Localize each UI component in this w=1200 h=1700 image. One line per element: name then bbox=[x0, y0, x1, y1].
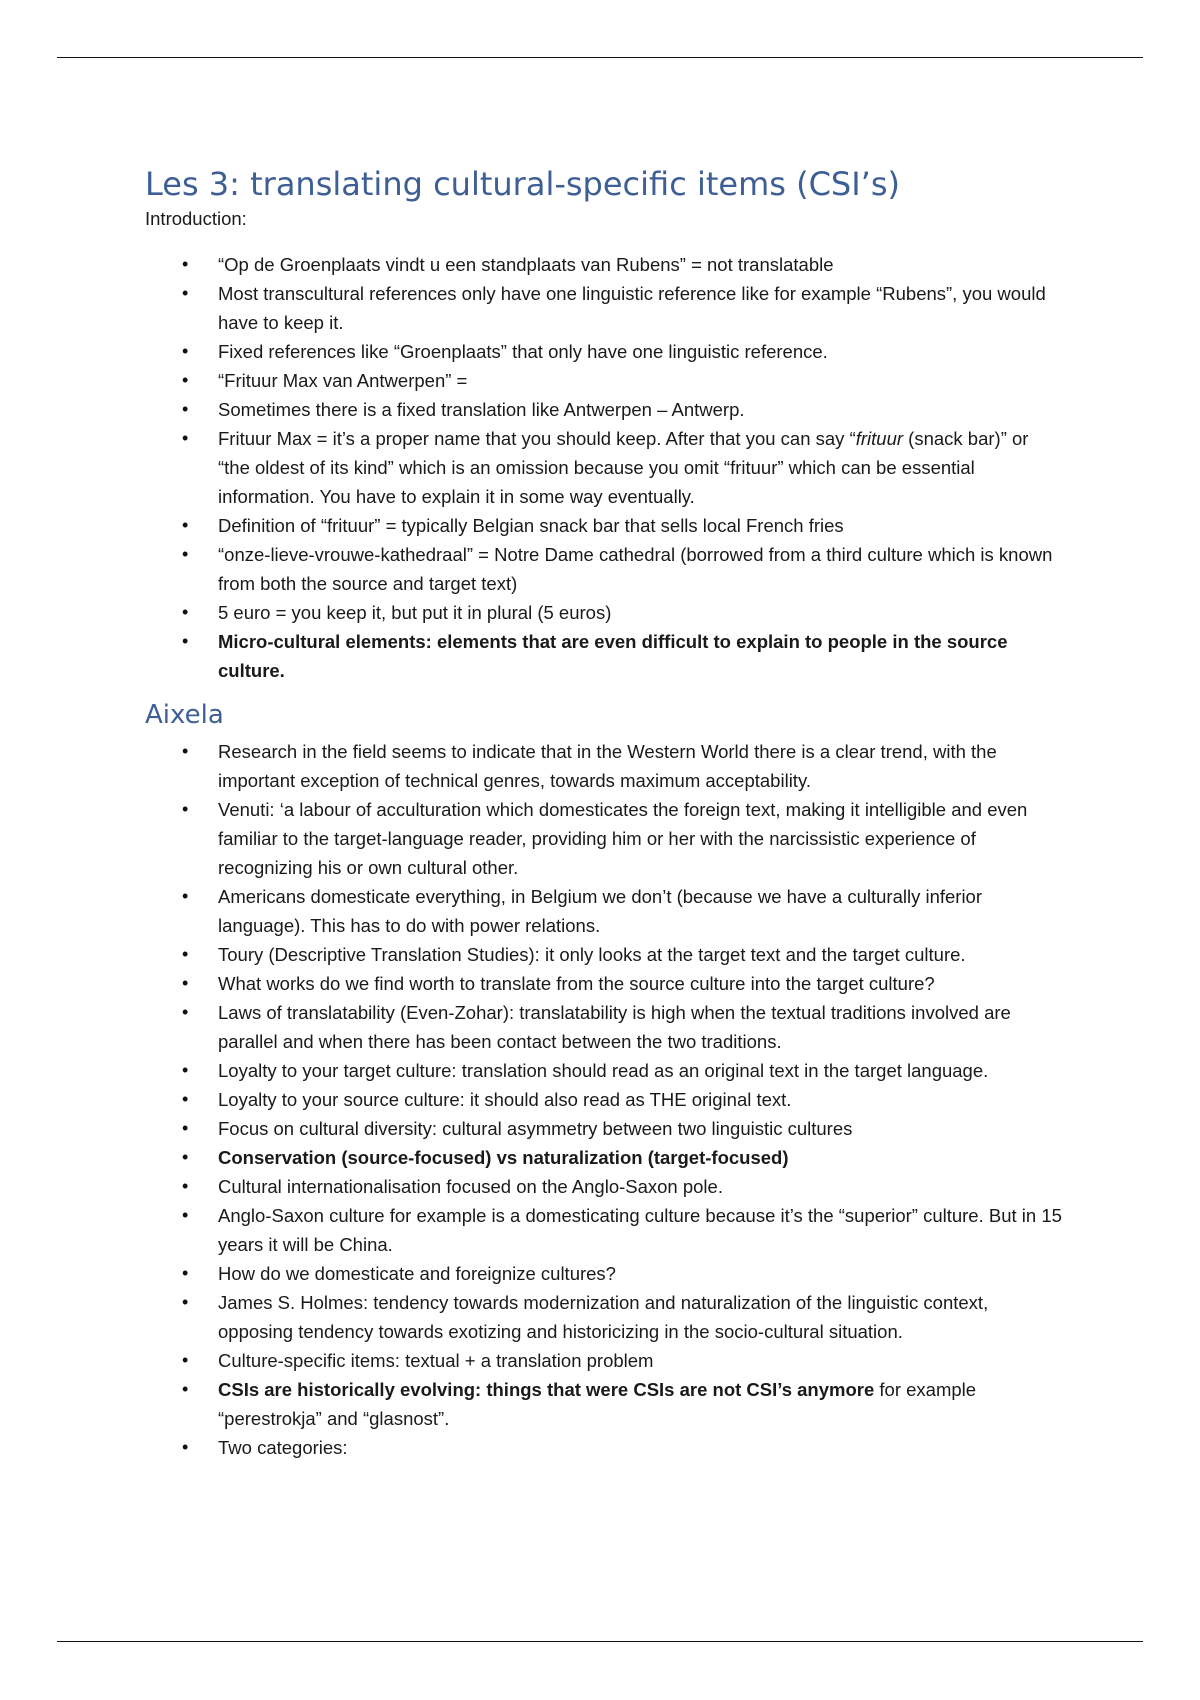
list-item-text: Loyalty to your source culture: it should also read as THE original text. bbox=[218, 1089, 792, 1110]
list-item bbox=[145, 337, 1065, 366]
list-item bbox=[145, 1085, 1065, 1114]
list-item bbox=[145, 424, 1065, 511]
list-item-text: Americans domesticate everything, in Belgium we don’t (because we have a culturally inferior language). This has to do with power relations. bbox=[218, 886, 983, 936]
list-item bbox=[145, 598, 1065, 627]
list-item bbox=[145, 540, 1065, 598]
list-item-text: Conservation (source-focused) vs naturalization (target-focused) bbox=[218, 1147, 789, 1168]
list-item-text: Cultural internationalisation focused on the Anglo-Saxon pole. bbox=[218, 1176, 723, 1197]
list-item-text: Loyalty to your target culture: translation should read as an original text in the target language. bbox=[218, 1060, 989, 1081]
list-item bbox=[145, 1433, 1065, 1462]
list-item-text: Most transcultural references only have one linguistic reference like for example “Rubens”, you would have to keep it. bbox=[218, 283, 1046, 333]
list-item bbox=[145, 250, 1065, 279]
list-item-text: How do we domesticate and foreignize cultures? bbox=[218, 1263, 616, 1284]
intro-bullet-list bbox=[145, 250, 1065, 685]
list-item bbox=[145, 395, 1065, 424]
list-item-text: Culture-specific items: textual + a translation problem bbox=[218, 1350, 654, 1371]
list-item-text: Focus on cultural diversity: cultural asymmetry between two linguistic cultures bbox=[218, 1118, 853, 1139]
list-item bbox=[145, 511, 1065, 540]
list-item bbox=[145, 1288, 1065, 1346]
list-item bbox=[145, 1375, 1065, 1433]
intro-label: Introduction: bbox=[145, 208, 247, 229]
list-item-text: for example “perestrokja” and “glasnost”. bbox=[218, 1379, 977, 1429]
list-item-text: “Frituur Max van Antwerpen” = bbox=[218, 370, 468, 391]
list-item-text: Toury (Descriptive Translation Studies): it only looks at the target text and the target culture. bbox=[218, 944, 966, 965]
list-item bbox=[145, 1201, 1065, 1259]
list-item-text: Venuti: ‘a labour of acculturation which domesticates the foreign text, making it intelligible and even familiar to the target-language reader, providing him or her with the narcissistic experience of recognizing his or own cultural other. bbox=[218, 799, 1028, 878]
list-item bbox=[145, 969, 1065, 998]
list-item-text: Research in the field seems to indicate that in the Western World there is a clear trend, with the important exception of technical genres, towards maximum acceptability. bbox=[218, 741, 997, 791]
list-item bbox=[145, 366, 1065, 395]
list-item bbox=[145, 940, 1065, 969]
list-item bbox=[145, 627, 1065, 685]
list-item bbox=[145, 279, 1065, 337]
list-item-text: What works do we find worth to translate from the source culture into the target culture? bbox=[218, 973, 935, 994]
list-item-text: Fixed references like “Groenplaats” that only have one linguistic reference. bbox=[218, 341, 828, 362]
list-item-text: Anglo-Saxon culture for example is a domesticating culture because it’s the “superior” culture. But in 15 years it will be China. bbox=[218, 1205, 1062, 1255]
list-item-text: CSIs are historically evolving: things that were CSIs are not CSI’s anymore bbox=[218, 1379, 875, 1400]
list-item bbox=[145, 882, 1065, 940]
section-heading-aixela: Aixela bbox=[145, 700, 224, 730]
page-title: Les 3: translating cultural-specific items (CSI’s) bbox=[145, 165, 900, 203]
document-body bbox=[145, 163, 1065, 1462]
list-item-text: “onze-lieve-vrouwe-kathedraal” = Notre Dame cathedral (borrowed from a third culture which is known from both the source and target text) bbox=[218, 544, 1053, 594]
list-item-text: Definition of “frituur” = typically Belgian snack bar that sells local French fries bbox=[218, 515, 844, 536]
list-item-text: “Op de Groenplaats vindt u een standplaats van Rubens” = not translatable bbox=[218, 254, 834, 275]
list-item bbox=[145, 1259, 1065, 1288]
list-item bbox=[145, 998, 1065, 1056]
list-item bbox=[145, 1172, 1065, 1201]
list-item-text: Two categories: bbox=[218, 1437, 348, 1458]
header-rule bbox=[57, 57, 1143, 58]
list-item-text: (snack bar)” or “the oldest of its kind” which is an omission because you omit “frituur” which can be essential information. You have to explain it in some way eventually. bbox=[218, 428, 1029, 507]
list-item-text: frituur bbox=[855, 428, 904, 449]
list-item-text: Laws of translatability (Even-Zohar): translatability is high when the textual traditions involved are parallel and when there has been contact between the two traditions. bbox=[218, 1002, 1011, 1052]
list-item-text: James S. Holmes: tendency towards modernization and naturalization of the linguistic context, opposing tendency towards exotizing and historicizing in the socio-cultural situation. bbox=[218, 1292, 989, 1342]
list-item bbox=[145, 1056, 1065, 1085]
list-item bbox=[145, 1143, 1065, 1172]
list-item bbox=[145, 1346, 1065, 1375]
list-item-text: 5 euro = you keep it, but put it in plural (5 euros) bbox=[218, 602, 612, 623]
list-item-text: Sometimes there is a fixed translation like Antwerpen – Antwerp. bbox=[218, 399, 745, 420]
list-item bbox=[145, 1114, 1065, 1143]
footer-rule bbox=[57, 1641, 1143, 1642]
list-item bbox=[145, 795, 1065, 882]
list-item-text: Frituur Max = it’s a proper name that you should keep. After that you can say “ bbox=[218, 428, 856, 449]
list-item-text: Micro-cultural elements: elements that are even difficult to explain to people in the source culture. bbox=[218, 631, 1008, 681]
list-item bbox=[145, 737, 1065, 795]
aixela-bullet-list bbox=[145, 737, 1065, 1462]
